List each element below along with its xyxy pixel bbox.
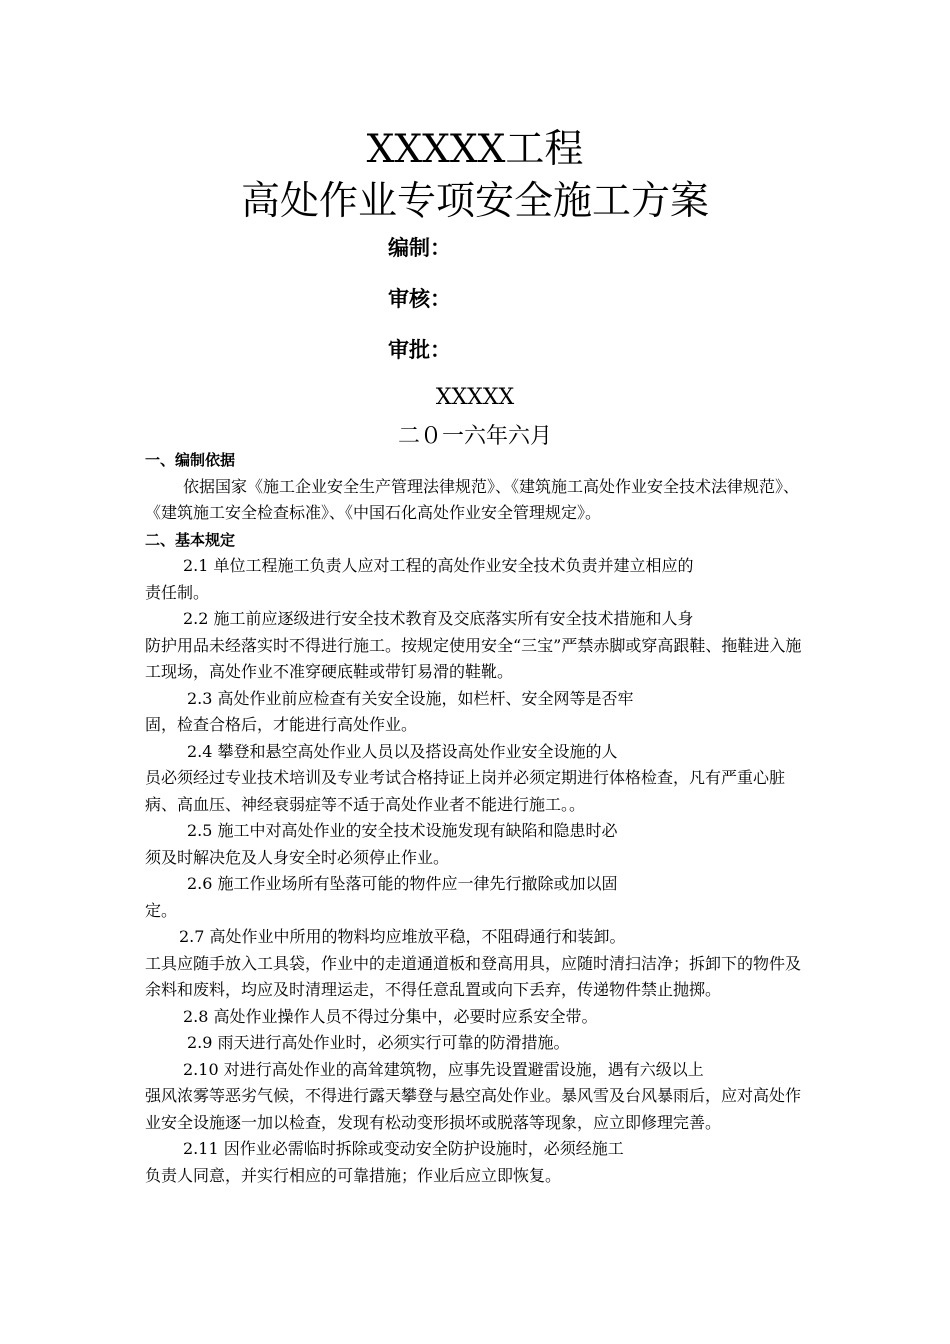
clause-2-5 (145, 818, 810, 871)
clause-first-line: 2.4 攀登和悬空高处作业人员以及搭设高处作业安全设施的人 (187, 741, 618, 761)
clause-2-2 (145, 606, 810, 686)
document-date: 二０一六年六月 (397, 424, 552, 449)
document-body (145, 447, 810, 1189)
clause-first-line: 2.10 对进行高处作业的高耸建筑物，应事先设置避雷设施，遇有六级以上 (183, 1059, 704, 1079)
clause-continuation: 固，检查合格后，才能进行高处作业。 (145, 715, 418, 734)
clause-first-line: 2.1 单位工程施工负责人应对工程的高处作业安全技术负责并建立相应的 (183, 556, 694, 575)
clause-continuation: 负责人同意，并实行相应的可靠措施；作业后应立即恢复。 (145, 1165, 562, 1185)
clause-first-line: 2.9 雨天进行高处作业时，必须实行可靠的防滑措施。 (187, 1033, 570, 1052)
sign-approve-label: 审批： (388, 338, 451, 362)
clause-2-11 (145, 1136, 810, 1189)
clause-first-line: 2.3 高处作业前应检查有关安全设施，如栏杆、安全网等是否牢 (187, 688, 634, 708)
sign-compile-label: 编制： (388, 236, 451, 260)
clause-first-line: 2.11 因作业必需临时拆除或变动安全防护设施时，必须经施工 (183, 1139, 624, 1158)
clause-2-6 (145, 871, 810, 924)
clause-first-line: 2.6 施工作业场所有坠落可能的物件应一律先行撤除或加以固 (187, 874, 618, 893)
document-title-line1: XXXXX工程 (366, 127, 584, 172)
sign-review-label: 审核： (388, 287, 451, 311)
clause-2-3 (145, 686, 810, 739)
clause-first-line: 2.2 施工前应逐级进行安全技术教育及交底落实所有安全技术措施和人身 (183, 609, 694, 628)
clause-continuation: 工具应随手放入工具袋，作业中的走道通道板和登高用具，应随时清扫洁净；拆卸下的物件及余料和废料，均应及时清理运走，不得任意乱置或向下丢弃，传递物件禁止抛掷。 (145, 953, 802, 999)
clause-continuation: 员必须经过专业技术培训及专业考试合格持证上岗并必须定期进行体格检查，凡有严重心脏病、高血压、神经衰弱症等不适于高处作业者不能进行施工。。 (145, 768, 786, 814)
section-heading: 二、基本规定 (145, 530, 236, 549)
section-heading: 一、编制依据 (145, 451, 236, 469)
section-paragraph: 依据国家《施工企业安全生产管理法律规范》、《建筑施工高处作业安全技术法律规范》、《建筑施工安全检查标准》、《中国石化高处作业安全管理规定》。 (145, 476, 800, 522)
clause-2-4 (145, 739, 810, 819)
clause-2-1 (145, 553, 810, 606)
clause-first-line: 2.8 高处作业操作人员不得过分集中，必要时应系安全带。 (183, 1006, 598, 1026)
clause-2-8 (145, 1004, 810, 1031)
clause-2-10 (145, 1057, 810, 1137)
clause-continuation: 强风浓雾等恶劣气候，不得进行露天攀登与悬空高处作业。暴风雪及台风暴雨后，应对高处作业安全设施逐一加以检查，发现有松动变形损坏或脱落等现象，应立即修理完善。 (145, 1086, 802, 1132)
clause-continuation: 须及时解决危及人身安全时必须停止作业。 (145, 847, 450, 867)
clause-continuation: 定。 (145, 900, 178, 920)
clause-continuation: 责任制。 (145, 582, 210, 602)
document-title-line2: 高处作业专项安全施工方案 (240, 179, 709, 224)
clause-2-9 (145, 1030, 810, 1057)
clause-first-line: 2.7 高处作业中所用的物料均应堆放平稳，不阻碍通行和装卸。 (179, 927, 626, 946)
clause-continuation: 防护用品未经落实时不得进行施工。按规定使用安全“三宝”严禁赤脚或穿高跟鞋、拖鞋进入施工现场，高处作业不准穿硬底鞋或带钉易滑的鞋靴。 (145, 635, 802, 681)
clause-first-line: 2.5 施工中对高处作业的安全技术设施发现有缺陷和隐患时必 (187, 821, 618, 840)
clause-2-7 (145, 924, 810, 1004)
organization-name: XXXXX (435, 385, 515, 410)
